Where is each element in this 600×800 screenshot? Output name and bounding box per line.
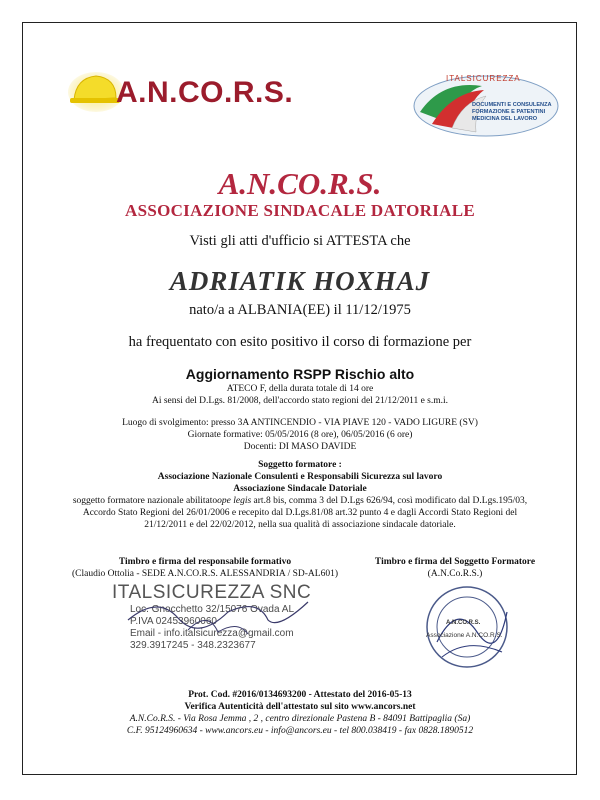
stamp-company-name: ITALSICUREZZA SNC xyxy=(112,582,312,603)
ancors-logo xyxy=(66,62,296,122)
signature-left-subtitle: (Claudio Ottolia - SEDE A.N.CO.R.S. ALESSANDRIA / SD-AL601) xyxy=(71,569,338,579)
seal-center-text: A.N.CO.R.S. xyxy=(446,620,481,626)
stamp-address: Loc. Gnocchetto 32/15076 Ovada AL xyxy=(130,604,295,615)
ancors-round-seal xyxy=(422,582,512,672)
footer xyxy=(0,689,600,737)
seal-caption: Associazione A.N.CO.R.S. xyxy=(426,632,503,639)
trainer-org-name: Associazione Nazionale Consulenti e Responsabili Sicurezza sul lavoro xyxy=(157,472,443,482)
participant-name: ADRIATIK HOXHAJ xyxy=(169,266,431,296)
trainer-desc-line3: 21/12/2011 e del 22/02/2012, nella sua qualità di associazione sindacale datoriale. xyxy=(144,520,456,530)
stamp-vat: P.IVA 02453960060 xyxy=(130,616,217,627)
course-legal-basis: Ai sensi del D.Lgs. 81/2008, dell'accordo stato regioni del 21/12/2011 e s.m.i. xyxy=(151,396,449,406)
trainer-desc-line1: soggetto formatore nazionale abilitatoope legis art.8 bis, comma 3 del D.Lgs 626/94, così modificato dal D.Lgs.195/03, xyxy=(72,496,528,506)
trainer-heading: Soggetto formatore : xyxy=(258,460,342,470)
stamp-phones: 329.3917245 - 348.2323677 xyxy=(130,640,256,651)
seal-icon xyxy=(422,582,512,672)
certificate-subtitle: ASSOCIAZIONE SINDACALE DATORIALE xyxy=(125,201,475,220)
italsicurezza-logo-title: ITALSICUREZZA xyxy=(446,74,521,83)
signature-right-block xyxy=(360,556,550,580)
stamp-email: Email - info.italsicurezza@gmail.com xyxy=(130,628,294,639)
course-venue: Luogo di svolgimento: presso 3A ANTINCENDIO - VIA PIAVE 120 - VADO LIGURE (SV) xyxy=(122,418,478,428)
signature-left-title: Timbro e firma del responsabile formativo xyxy=(118,557,292,567)
footer-contacts: C.F. 95124960634 - www.ancors.eu - info@ancors.eu - tel 800.038419 - fax 0828.1890512 xyxy=(126,726,474,736)
attestation-intro: Visti gli atti d'ufficio si ATTESTA che xyxy=(189,233,411,249)
responsabile-signature-icon xyxy=(118,590,318,640)
footer-address: A.N.Co.R.S. - Via Rosa Jemma , 2 , centro direzionale Pastena B - 84091 Battipaglia (Sa) xyxy=(129,714,471,724)
trainer-org-type: Associazione Sindacale Datoriale xyxy=(233,484,367,494)
course-teachers: Docenti: DI MASO DAVIDE xyxy=(243,442,357,452)
trainer-desc-line2: Accordo Stato Regioni del 26/01/2006 e recepito dal D.Lgs.81/08 art.32 punto 4 e dagli Accordi Stato Regioni del xyxy=(82,508,518,518)
attendance-statement: ha frequentato con esito positivo il corso di formazione per xyxy=(128,334,472,350)
italsicurezza-logo xyxy=(412,72,560,138)
footer-verify: Verifica Autenticità dell'attestato sul sito www.ancors.net xyxy=(184,702,416,712)
footer-protocol: Prot. Cod. #2016/0134693200 - Attestato del 2016-05-13 xyxy=(188,690,412,700)
signature-right-subtitle: (A.N.Co.R.S.) xyxy=(427,569,483,579)
signature-right-title: Timbro e firma del Soggetto Formatore xyxy=(374,557,536,567)
course-duration: ATECO F, della durata totale di 14 ore xyxy=(226,384,374,394)
course-days: Giornate formative: 05/05/2016 (8 ore), 06/05/2016 (6 ore) xyxy=(187,430,413,440)
participant-birth: nato/a a ALBANIA(EE) il 11/12/1975 xyxy=(189,302,411,318)
trainer-section xyxy=(0,459,600,531)
course-title: Aggiornamento RSPP Rischio alto xyxy=(185,366,415,382)
hard-hat-icon xyxy=(66,68,122,112)
italsicurezza-logo-lines: DOCUMENTI E CONSULENZA FORMAZIONE E PATENTINI MEDICINA DEL LAVORO xyxy=(472,102,552,122)
certificate-title: A.N.CO.R.S. xyxy=(218,166,382,201)
ancors-logo-text: A.N.CO.R.S. xyxy=(116,76,294,109)
signature-left-block xyxy=(60,556,350,580)
